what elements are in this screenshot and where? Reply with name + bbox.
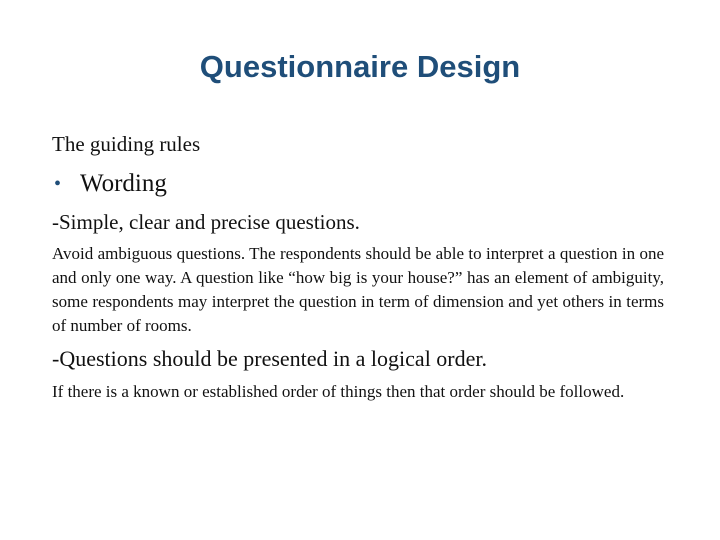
bullet-item [52,168,664,200]
subheading: The guiding rules [52,132,201,156]
rule-2-heading: -Questions should be presented in a logical order. [52,346,488,371]
slide-title: Questionnaire Design [199,49,521,84]
rule-1-body: Avoid ambiguous questions. The respondents should be able to interpret a question in one and only one way. A question like “how big is your house?” has an element of ambiguity, some respondents may interpret the question in term of dimension and yet others in terms of number of rooms. [52,244,664,335]
bullet-icon: • [54,173,62,195]
slide-body [52,130,664,404]
rule-2-body: If there is a known or established order of things then that order should be followed. [52,382,625,401]
bullet-text: Wording [80,170,167,197]
rule-1-heading: -Simple, clear and precise questions. [52,210,360,234]
